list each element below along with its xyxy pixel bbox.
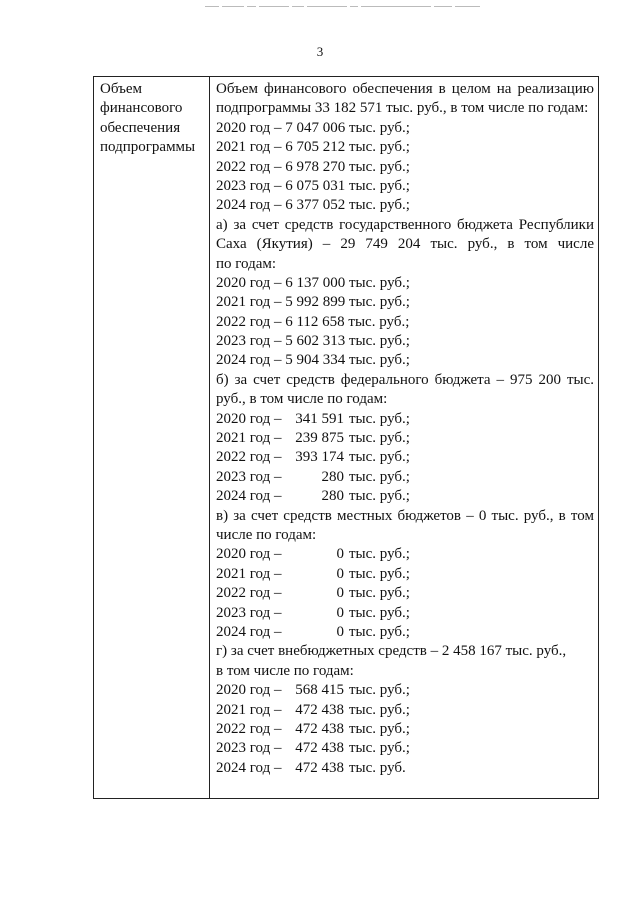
amount: 472 438 — [295, 701, 344, 718]
total-year-line: 2023 год – 6 075 031 тыс. руб.; — [216, 177, 410, 194]
amount: 0 — [336, 604, 344, 621]
year-label: 2024 год – — [216, 488, 282, 505]
year-label: 2020 год – — [216, 410, 282, 427]
label-cell — [94, 77, 209, 161]
intro-line: Объем финансового обеспечения в целом на реализацию — [216, 81, 594, 97]
amount: 0 — [336, 623, 344, 640]
section-g-heading: в том числе по годам: — [216, 662, 354, 679]
intro-line: подпрограммы 33 182 571 тыс. руб., в том числе по годам: — [216, 100, 589, 117]
year-label: 2023 год – — [216, 604, 282, 621]
section-b-row — [216, 429, 594, 448]
amount: 472 438 — [295, 740, 344, 757]
label-line: финансового — [100, 100, 183, 117]
total-year-line: 2021 год – 6 705 212 тыс. руб.; — [216, 139, 410, 156]
unit: тыс. руб.; — [349, 488, 410, 505]
unit: тыс. руб. — [349, 759, 406, 776]
year-label: 2021 год – — [216, 701, 282, 718]
unit: тыс. руб.; — [349, 701, 410, 718]
unit: тыс. руб.; — [349, 430, 410, 447]
section-a-year-line: 2020 год – 6 137 000 тыс. руб.; — [216, 274, 410, 291]
section-g-heading: г) за счет внебюджетных средств – 2 458 167 тыс. руб., — [216, 643, 567, 660]
unit: тыс. руб.; — [349, 585, 410, 602]
section-g-row — [216, 739, 594, 758]
year-label: 2024 год – — [216, 759, 282, 776]
amount: 280 — [321, 468, 344, 485]
section-v-row — [216, 584, 594, 603]
section-a-heading: а) за счет средств государственного бюджета Республики — [216, 216, 594, 233]
year-label: 2024 год – — [216, 623, 282, 640]
section-a-heading: Саха (Якутия) – 29 749 204 тыс. руб., в том числе — [216, 236, 594, 253]
unit: тыс. руб.; — [349, 623, 410, 640]
section-b-row — [216, 410, 594, 429]
section-a-heading: по годам: — [216, 255, 277, 272]
section-b-heading: руб., в том числе по годам: — [216, 391, 388, 408]
section-v-row — [216, 623, 594, 642]
amount: 393 174 — [295, 449, 344, 466]
year-label: 2023 год – — [216, 740, 282, 757]
scan-artifact — [205, 6, 515, 12]
section-g-row — [216, 681, 594, 700]
section-a-year-line: 2021 год – 5 992 899 тыс. руб.; — [216, 294, 410, 311]
section-v-heading: в) за счет средств местных бюджетов – 0 тыс. руб., в том — [216, 507, 594, 524]
section-a-year-line: 2022 год – 6 112 658 тыс. руб.; — [216, 313, 410, 330]
unit: тыс. руб.; — [349, 449, 410, 466]
section-a-year-line: 2023 год – 5 602 313 тыс. руб.; — [216, 333, 410, 350]
unit: тыс. руб.; — [349, 546, 410, 563]
amount: 0 — [336, 565, 344, 582]
amount: 341 591 — [295, 410, 344, 427]
label-line: Объем — [100, 81, 142, 97]
label-line: обеспечения — [100, 119, 181, 136]
section-g-row — [216, 759, 594, 778]
year-label: 2022 год – — [216, 585, 282, 602]
section-b-row — [216, 448, 594, 467]
section-v-row — [216, 545, 594, 564]
unit: тыс. руб.; — [349, 468, 410, 485]
amount: 0 — [336, 546, 344, 563]
section-v-row — [216, 565, 594, 584]
year-label: 2022 год – — [216, 720, 282, 737]
unit: тыс. руб.; — [349, 720, 410, 737]
content-cell — [210, 77, 598, 778]
section-b-row — [216, 468, 594, 487]
financing-table — [93, 76, 599, 799]
amount: 472 438 — [295, 759, 344, 776]
amount: 472 438 — [295, 720, 344, 737]
total-year-line: 2020 год – 7 047 006 тыс. руб.; — [216, 119, 410, 136]
section-v-row — [216, 604, 594, 623]
section-b-heading: б) за счет средств федерального бюджета – 975 200 тыс. — [216, 371, 594, 388]
amount: 280 — [321, 488, 344, 505]
section-g-row — [216, 720, 594, 739]
unit: тыс. руб.; — [349, 410, 410, 427]
amount: 239 875 — [295, 430, 344, 447]
total-year-line: 2024 год – 6 377 052 тыс. руб.; — [216, 197, 410, 214]
year-label: 2020 год – — [216, 546, 282, 563]
unit: тыс. руб.; — [349, 604, 410, 621]
unit: тыс. руб.; — [349, 682, 410, 699]
section-v-heading: числе по годам: — [216, 526, 317, 543]
year-label: 2021 год – — [216, 430, 282, 447]
year-label: 2020 год – — [216, 682, 282, 699]
year-label: 2022 год – — [216, 449, 282, 466]
amount: 568 415 — [295, 682, 344, 699]
year-label: 2023 год – — [216, 468, 282, 485]
section-b-row — [216, 487, 594, 506]
total-year-line: 2022 год – 6 978 270 тыс. руб.; — [216, 158, 410, 175]
unit: тыс. руб.; — [349, 740, 410, 757]
section-g-row — [216, 701, 594, 720]
amount: 0 — [336, 585, 344, 602]
unit: тыс. руб.; — [349, 565, 410, 582]
page-number: 3 — [316, 44, 324, 59]
section-a-year-line: 2024 год – 5 904 334 тыс. руб.; — [216, 352, 410, 369]
year-label: 2021 год – — [216, 565, 282, 582]
label-line: подпрограммы — [100, 139, 196, 156]
